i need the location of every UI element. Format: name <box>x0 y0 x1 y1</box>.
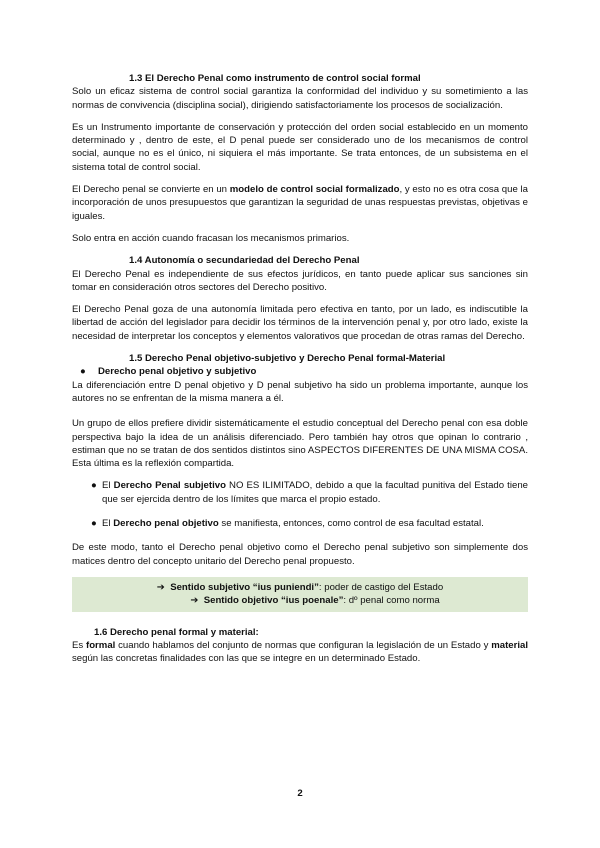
bullet-list <box>72 479 528 530</box>
bold-run: formal <box>86 639 116 651</box>
list-item <box>72 479 528 506</box>
text-run: El <box>102 480 114 492</box>
paragraph: El Derecho Penal es independiente de sus efectos jurídicos, en tanto puede aplicar sus sanciones sin tomar en consideración otros sectores del Derecho positivo. <box>72 268 528 293</box>
bullet-heading <box>72 365 528 378</box>
paragraph <box>72 183 528 223</box>
text-run: según las concretas finalidades con las que se integre en un determinado Estado. <box>72 653 421 665</box>
list-item <box>72 517 528 530</box>
page-number: 2 <box>297 788 303 799</box>
bold-run: Sentido subjetivo “ius puniendi” <box>170 581 319 593</box>
list-item-text <box>102 479 528 506</box>
text-run: se manifiesta, entonces, como control de esa facultad estatal. <box>218 518 484 530</box>
highlight-box <box>72 577 528 612</box>
paragraph: La diferenciación entre D penal objetivo y D penal subjetivo ha sido un problema importante, aunque los autores no se enfrentan de la misma manera a él. <box>72 379 528 404</box>
highlight-line <box>72 581 528 594</box>
text-run: El Derecho penal se convierte en un <box>72 184 230 196</box>
paragraph: El Derecho Penal goza de una autonomía limitada pero efectiva en tanto, por un lado, es indiscutible la libertad de acción del legislador para decidir los términos de la intervención penal y, por otro lado, existe la necesidad de interpretar los conceptos y elementos valorativos que procedan de otras ramas del Derecho. <box>72 304 528 342</box>
section-1-3-heading: 1.3 El Derecho Penal como instrumento de control social formal <box>129 73 421 84</box>
section-1-5-heading: 1.5 Derecho Penal objetivo-subjetivo y Derecho Penal formal-Material <box>129 353 446 365</box>
bullet-icon: ● <box>91 518 97 530</box>
paragraph: Solo entra en acción cuando fracasan los mecanismos primarios. <box>72 232 350 244</box>
page-content <box>72 72 528 674</box>
text-run: cuando hablamos del conjunto de normas que configuran la legislación de un Estado y <box>115 639 492 651</box>
arrow-icon: ➔ <box>190 595 199 607</box>
highlight-line <box>72 594 528 607</box>
paragraph: Solo un eficaz sistema de control social garantiza la conformidad del individuo y su sometimiento a las normas de convivencia (disciplina social), dirigiendo satisfactoriamente los procesos de socialización. <box>72 86 528 111</box>
text-run: : poder de castigo del Estado <box>318 581 444 593</box>
text-run: , y esto no es otra cosa que la incorporación de unos presupuestos que garantizan la seguridad de unas respuestas previstas, objetivas e iguales. <box>72 184 528 222</box>
bullet-icon: ● <box>91 480 97 492</box>
text-run: El <box>102 518 114 530</box>
text-run: NO ES ILIMITADO, debido a que la facultad punitiva del Estado tiene que ser ejercida dentro de los límites que marca el propio estado. <box>102 480 528 505</box>
text-run: Es <box>72 639 86 651</box>
bold-run: Sentido objetivo “ius poenale” <box>203 595 344 607</box>
paragraph: Un grupo de ellos prefiere dividir sistemáticamente el estudio conceptual del Derecho penal con esa doble perspectiva bajo la idea de un análisis diferenciado. Pero también hay otros que opinan lo contrario , estiman que no se tratan de dos sentidos distintos sino ASPECTOS DIFERENTES DE UNA MISMA COSA. Esta última es la reflexión compartida. <box>72 418 528 470</box>
section-1-6-heading: 1.6 Derecho penal formal y material: <box>94 626 259 638</box>
paragraph: De este modo, tanto el Derecho penal objetivo como el Derecho penal subjetivo son simplemente dos matices dentro del concepto unitario del Derecho penal propuesto. <box>72 542 528 567</box>
bold-run: material <box>491 639 528 651</box>
paragraph: Es un Instrumento importante de conservación y protección del orden social establecido en un momento determinado y , dentro de este, el D penal puede ser considerado uno de los mecanismos de control social, aunque no es el único, ni siquiera el más importante. Se trata entonces, de un subsistema en el sistema total de control social. <box>72 121 528 173</box>
bullet-heading-text: Derecho penal objetivo y subjetivo <box>98 366 257 378</box>
text-run: : dº penal como norma <box>343 595 440 607</box>
bold-run: Derecho penal objetivo <box>113 518 219 530</box>
list-item-text <box>102 517 528 530</box>
arrow-icon: ➔ <box>156 581 165 593</box>
bullet-icon: ● <box>80 366 86 378</box>
section-1-4-heading: 1.4 Autonomía o secundariedad del Derecho Penal <box>129 255 360 267</box>
bold-run: modelo de control social formalizado <box>229 184 400 196</box>
paragraph <box>72 639 528 666</box>
bold-run: Derecho Penal subjetivo <box>113 480 226 492</box>
